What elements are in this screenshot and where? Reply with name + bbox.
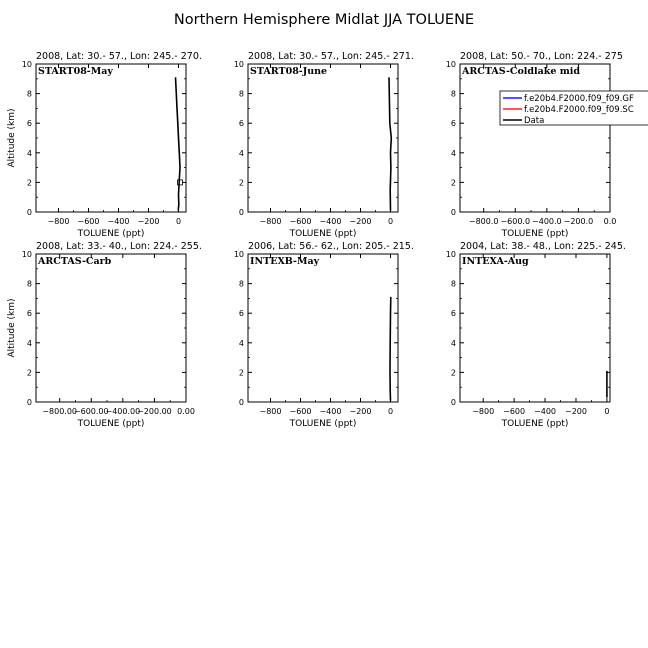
campaign-label: ARCTAS-Coldlake mid bbox=[462, 66, 581, 77]
x-tick-label: −800 bbox=[472, 407, 495, 416]
y-tick-label: 6 bbox=[238, 309, 244, 319]
y-tick-label: 6 bbox=[26, 309, 32, 319]
x-tick-label: 0.0 bbox=[603, 217, 617, 226]
series-line bbox=[176, 77, 181, 210]
x-tick-label: −200 bbox=[349, 217, 372, 226]
chart-panel bbox=[234, 241, 414, 429]
y-tick-label: 0 bbox=[238, 398, 244, 407]
campaign-label: INTEXB-May bbox=[250, 256, 320, 267]
x-tick-label: −600.00 bbox=[73, 407, 109, 416]
plot-frame bbox=[248, 254, 398, 402]
chart-panel bbox=[446, 241, 626, 429]
y-tick-label: 8 bbox=[238, 89, 244, 99]
y-tick-label: 6 bbox=[238, 119, 244, 129]
plot-frame bbox=[36, 64, 186, 212]
panel-header: 2004, Lat: 38.- 48., Lon: 225.- 245. bbox=[460, 241, 626, 252]
x-axis-label: TOLUENE (ppt) bbox=[501, 419, 569, 429]
x-tick-label: −400 bbox=[534, 407, 557, 416]
x-tick-label: −600.0 bbox=[500, 217, 531, 226]
y-tick-label: 2 bbox=[238, 178, 244, 188]
chart-panel bbox=[7, 51, 202, 239]
x-tick-label: −200 bbox=[349, 407, 372, 416]
x-tick-label: −800 bbox=[259, 217, 282, 226]
legend bbox=[500, 91, 648, 126]
x-tick-label: −600 bbox=[289, 407, 312, 416]
y-tick-label: 8 bbox=[26, 279, 32, 289]
x-tick-label: −800.00 bbox=[42, 407, 78, 416]
y-tick-label: 2 bbox=[238, 368, 244, 378]
x-axis-label: TOLUENE (ppt) bbox=[289, 419, 357, 429]
y-tick-label: 6 bbox=[450, 309, 456, 319]
y-tick-label: 8 bbox=[238, 279, 244, 289]
legend-label: Data bbox=[524, 116, 545, 126]
campaign-label: START08-June bbox=[250, 66, 328, 77]
y-tick-label: 0 bbox=[26, 398, 32, 407]
campaign-label: ARCTAS-Carb bbox=[38, 256, 112, 267]
chart-panel bbox=[234, 51, 414, 239]
y-tick-label: 8 bbox=[26, 89, 32, 99]
y-tick-label: 4 bbox=[238, 338, 244, 348]
panel-header: 2008, Lat: 30.- 57., Lon: 245.- 271. bbox=[248, 51, 414, 62]
plot-frame bbox=[460, 64, 610, 212]
panel-header: 2008, Lat: 50.- 70., Lon: 224.- 275 bbox=[460, 51, 623, 62]
y-tick-label: 0 bbox=[450, 398, 456, 407]
y-tick-label: 10 bbox=[445, 250, 456, 259]
y-tick-label: 2 bbox=[26, 178, 32, 188]
y-tick-label: 10 bbox=[445, 60, 456, 69]
x-tick-label: −600 bbox=[289, 217, 312, 226]
x-tick-label: −800 bbox=[47, 217, 70, 226]
x-tick-label: −400.00 bbox=[105, 407, 141, 416]
y-axis-label: Altitude (km) bbox=[7, 108, 17, 168]
panel-header: 2008, Lat: 33.- 40., Lon: 224.- 255. bbox=[36, 241, 202, 252]
x-tick-label: −400 bbox=[319, 217, 342, 226]
y-tick-label: 2 bbox=[26, 368, 32, 378]
y-tick-label: 0 bbox=[450, 208, 456, 217]
series-line bbox=[390, 297, 391, 401]
x-tick-label: 0 bbox=[175, 217, 182, 226]
x-tick-label: −400 bbox=[319, 407, 342, 416]
panel-header: 2008, Lat: 30.- 57., Lon: 245.- 270. bbox=[36, 51, 202, 62]
y-tick-label: 10 bbox=[233, 250, 244, 259]
plot-frame bbox=[460, 254, 610, 402]
y-tick-label: 10 bbox=[21, 250, 32, 259]
x-tick-label: −600 bbox=[503, 407, 526, 416]
x-axis-label: TOLUENE (ppt) bbox=[77, 419, 145, 429]
x-tick-label: −200.00 bbox=[137, 407, 172, 416]
y-tick-label: 0 bbox=[26, 208, 32, 217]
campaign-label: INTEXA-Aug bbox=[462, 256, 529, 267]
figure-title: Northern Hemisphere Midlat JJA TOLUENE bbox=[173, 12, 475, 28]
y-axis-label: Altitude (km) bbox=[7, 298, 17, 358]
x-tick-label: −800.0 bbox=[468, 217, 499, 226]
chart-panel bbox=[446, 51, 648, 239]
y-tick-label: 2 bbox=[450, 178, 456, 188]
x-tick-label: −400 bbox=[107, 217, 130, 226]
campaign-label: START08-May bbox=[38, 66, 113, 77]
legend-label: f.e20b4.F2000.f09_f09.SC bbox=[524, 105, 634, 115]
x-tick-label: 0.00 bbox=[177, 407, 195, 416]
series-line bbox=[389, 77, 391, 210]
y-tick-label: 2 bbox=[450, 368, 456, 378]
y-tick-label: 6 bbox=[26, 119, 32, 129]
x-tick-label: −400.0 bbox=[532, 217, 562, 226]
x-axis-label: TOLUENE (ppt) bbox=[77, 229, 145, 239]
plot-frame bbox=[36, 254, 186, 402]
x-tick-label: 0 bbox=[387, 407, 394, 416]
y-tick-label: 8 bbox=[450, 89, 456, 99]
y-tick-label: 0 bbox=[238, 208, 244, 217]
y-tick-label: 4 bbox=[450, 148, 456, 158]
y-tick-label: 4 bbox=[26, 148, 32, 158]
x-tick-label: 0 bbox=[604, 407, 610, 416]
chart-panel bbox=[7, 241, 202, 429]
x-tick-label: −800 bbox=[259, 407, 282, 416]
plot-frame bbox=[248, 64, 398, 212]
y-tick-label: 10 bbox=[233, 60, 244, 69]
y-tick-label: 8 bbox=[450, 279, 456, 289]
x-tick-label: −200 bbox=[564, 407, 587, 416]
panels bbox=[7, 51, 648, 429]
legend-label: f.e20b4.F2000.f09_f09.GF bbox=[524, 94, 634, 104]
y-tick-label: 4 bbox=[238, 148, 244, 158]
x-tick-label: 0 bbox=[387, 217, 394, 226]
x-tick-label: −200 bbox=[137, 217, 160, 226]
x-axis-label: TOLUENE (ppt) bbox=[501, 229, 569, 239]
y-tick-label: 4 bbox=[450, 338, 456, 348]
panel-header: 2006, Lat: 56.- 62., Lon: 205.- 215. bbox=[248, 241, 414, 252]
x-tick-label: −600 bbox=[77, 217, 100, 226]
x-tick-label: −200.0 bbox=[563, 217, 594, 226]
x-axis-label: TOLUENE (ppt) bbox=[289, 229, 357, 239]
y-tick-label: 10 bbox=[21, 60, 32, 69]
y-tick-label: 6 bbox=[450, 119, 456, 129]
y-tick-label: 4 bbox=[26, 338, 32, 348]
